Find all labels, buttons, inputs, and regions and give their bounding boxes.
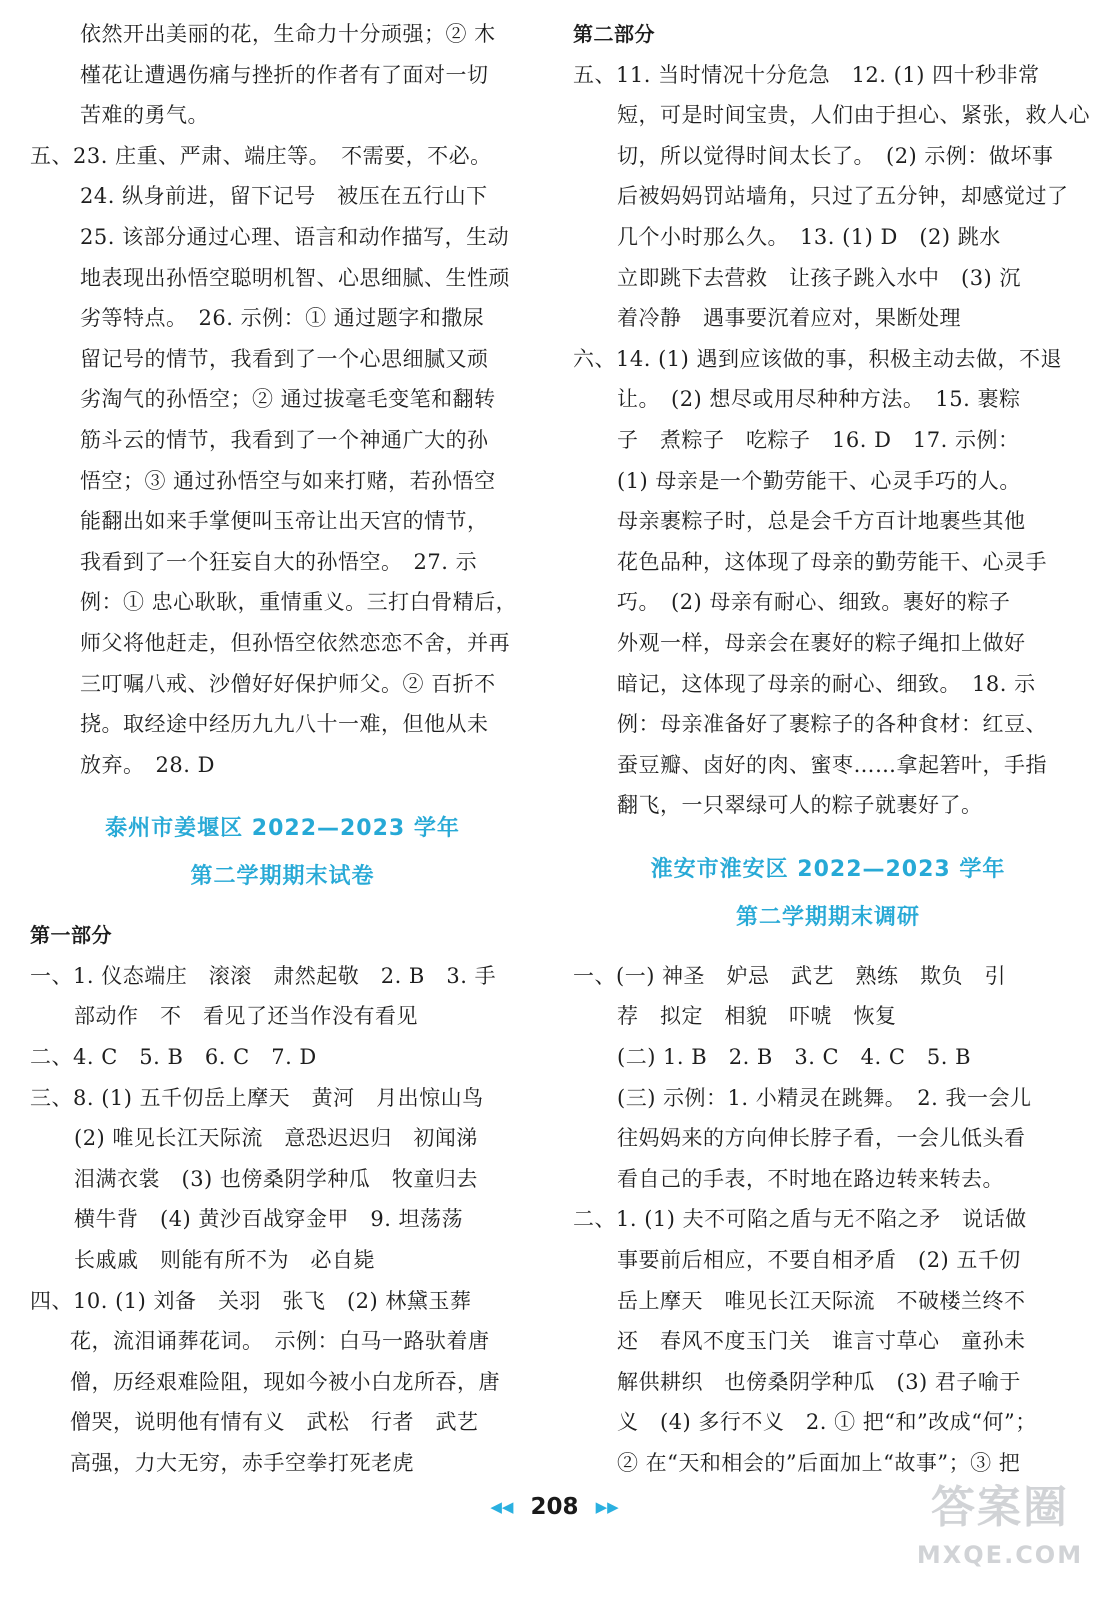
page-number: 208 (530, 1494, 579, 1520)
text-line: 还 春风不度玉门关 谁言寸草心 童孙未 (617, 1329, 1026, 1354)
text-line: (1) 母亲是一个勤劳能干、心灵手巧的人。 (617, 468, 1021, 493)
text-line: 地表现出孙悟空聪明机智、心思细腻、生性顽 (80, 265, 510, 290)
text-line: 外观一样，母亲会在裹好的粽子绳扣上做好 (617, 630, 1026, 655)
text-line: 悟空；③ 通过孙悟空与如来打赌，若孙悟空 (80, 468, 496, 493)
exam-subtitle: 第二学期期末试卷 (190, 864, 375, 890)
section-line: 六、14. (1) 遇到应该做的事，积极主动去做，不退 (573, 346, 1062, 371)
text-line: 师父将他赶走，但孙悟空依然恋恋不舍，并再 (80, 630, 510, 655)
text-line: 劣等特点。 26. 示例：① 通过题字和撒尿 (80, 306, 485, 331)
left-column (30, 14, 535, 1484)
part-label: 第二部分 (573, 22, 655, 46)
right-column (573, 14, 1090, 1484)
text-line: 例：① 忠心耿耿，重情重义。三打白骨精后， (80, 590, 518, 615)
section-line: 一、(一) 神圣 妒忌 武艺 熟练 欺负 引 (573, 963, 1007, 988)
exam-title: 泰州市姜堰区 2022—2023 学年 (105, 816, 460, 842)
section-line: 三、8. (1) 五千仞岳上摩天 黄河 月出惊山鸟 (30, 1085, 484, 1110)
text-line: 看自己的手表，不时地在路边转来转去。 (617, 1166, 1004, 1191)
text-line: 事要前后相应，不要自相矛盾 (2) 五千仞 (617, 1248, 1021, 1273)
section-line: 五、23. 庄重、严肃、端庄等。 不需要，不必。 (30, 143, 492, 168)
text-line: 着冷静 遇事要沉着应对，果断处理 (617, 306, 961, 331)
text-line: 部动作 不 看见了还当作没有看见 (74, 1004, 418, 1029)
text-line: 往妈妈来的方向伸长脖子看，一会儿低头看 (617, 1126, 1026, 1151)
text-line: 立即跳下去营救 让孩子跳入水中 (3) 沉 (617, 265, 1021, 290)
section-line: 四、10. (1) 刘备 关羽 张飞 (2) 林黛玉葬 (30, 1288, 472, 1313)
watermark-logo (900, 1478, 1100, 1598)
text-line: 暗记，这体现了母亲的耐心、细致。 18. 示 (617, 671, 1036, 696)
exam-title: 淮安市淮安区 2022—2023 学年 (650, 856, 1006, 882)
text-line: 劣淘气的孙悟空；② 通过拔毫毛变笔和翻转 (80, 387, 496, 412)
text-line: 24. 纵身前进，留下记号 被压在五行山下 (80, 184, 488, 209)
watermark-sub-text: MXQE.COM (916, 1541, 1084, 1569)
text-line: 例：母亲准备好了裹粽子的各种食材：红豆、 (617, 712, 1047, 737)
text-line: 僧，历经艰难险阻，现如今被小白龙所吞，唐 (70, 1369, 500, 1394)
text-line: 后被妈妈罚站墙角，只过了五分钟，却感觉过了 (617, 184, 1069, 209)
text-line: 僧哭，说明他有情有义 武松 行者 武艺 (70, 1410, 479, 1435)
text-line: 几个小时那么久。 13. (1) D (2) 跳水 (617, 224, 1001, 249)
text-line: 三叮嘱八戒、沙僧好好保护师父。② 百折不 (80, 671, 496, 696)
text-line: 短，可是时间宝贵，人们由于担心、紧张，救人心 (617, 103, 1090, 128)
text-line: (2) 唯见长江天际流 意恐迟迟归 初闻涕 (74, 1126, 478, 1151)
text-line: 子 煮粽子 吃粽子 16. D 17. 示例： (617, 427, 1020, 452)
text-line: 槿花让遭遇伤痛与挫折的作者有了面对一切 (80, 62, 489, 87)
text-line: 解供耕织 也傍桑阴学种瓜 (3) 君子喻于 (617, 1369, 1021, 1394)
text-line: (三) 示例：1. 小精灵在跳舞。 2. 我一会儿 (617, 1085, 1032, 1110)
text-line: 让。 (2) 想尽或用尽种种方法。 15. 裹粽 (617, 387, 1021, 412)
text-line: ② 在“天和相会的”后面加上“故事”；③ 把 (617, 1451, 1021, 1475)
section-line: 五、11. 当时情况十分危急 12. (1) 四十秒非常 (573, 62, 1040, 87)
text-line: 苦难的勇气。 (80, 103, 209, 128)
part-label: 第一部分 (30, 923, 112, 948)
text-line: 高强，力大无穷，赤手空拳打死老虎 (70, 1451, 414, 1475)
text-line: 25. 该部分通过心理、语言和动作描写，生动 (80, 224, 510, 249)
text-line: 横牛背 (4) 黄沙百战穿金甲 9. 坦荡荡 (74, 1207, 464, 1232)
text-line: 长戚戚 则能有所不为 必自毙 (74, 1248, 375, 1273)
section-line: 二、1. (1) 夫不可陷之盾与无不陷之矛 说话做 (573, 1207, 1027, 1232)
prev-arrows-icon: ◀◀ (490, 1498, 514, 1516)
text-line: 放弃。 28. D (80, 752, 215, 777)
watermark-main-text: 答案圈 (931, 1482, 1069, 1533)
text-line: 泪满衣裳 (3) 也傍桑阴学种瓜 牧童归去 (74, 1166, 478, 1191)
text-line: 母亲裹粽子时，总是会千方百计地裹些其他 (617, 509, 1026, 534)
text-line: 荐 拟定 相貌 吓唬 恢复 (617, 1004, 897, 1029)
text-line: 蚕豆瓣、卤好的肉、蜜枣……拿起箬叶，手指 (617, 752, 1047, 777)
text-line: 筋斗云的情节，我看到了一个神通广大的孙 (80, 427, 489, 452)
text-line: 挠。取经途中经历九九八十一难，但他从未 (80, 712, 489, 737)
text-line: 切，所以觉得时间太长了。 (2) 示例：做坏事 (617, 143, 1054, 168)
exam-subtitle: 第二学期期末调研 (735, 904, 920, 930)
text-line: 岳上摩天 唯见长江天际流 不破楼兰终不 (617, 1288, 1026, 1313)
next-arrows-icon: ▶▶ (595, 1498, 619, 1516)
text-line: 义 (4) 多行不义 2. ① 把“和”改成“何”； (617, 1410, 1037, 1435)
text-line: 花，流泪诵葬花词。 示例：白马一路驮着唐 (70, 1329, 490, 1354)
text-line: 巧。 (2) 母亲有耐心、细致。裹好的粽子 (617, 590, 1011, 615)
text-line: 留记号的情节，我看到了一个心思细腻又顽 (80, 346, 489, 371)
text-line: 依然开出美丽的花，生命力十分顽强；② 木 (80, 22, 496, 46)
section-line: 一、1. 仪态端庄 滚滚 肃然起敬 2. B 3. 手 (30, 963, 497, 988)
text-line: 花色品种，这体现了母亲的勤劳能干、心灵手 (617, 549, 1047, 574)
text-line: 翻飞，一只翠绿可人的粽子就裹好了。 (617, 793, 983, 818)
text-line: 我看到了一个狂妄自大的孙悟空。 27. 示 (80, 549, 478, 574)
text-line: 能翻出如来手掌便叫玉帝让出天宫的情节， (80, 509, 489, 534)
text-line: (二) 1. B 2. B 3. C 4. C 5. B (617, 1045, 972, 1070)
section-line: 二、4. C 5. B 6. C 7. D (30, 1045, 317, 1070)
